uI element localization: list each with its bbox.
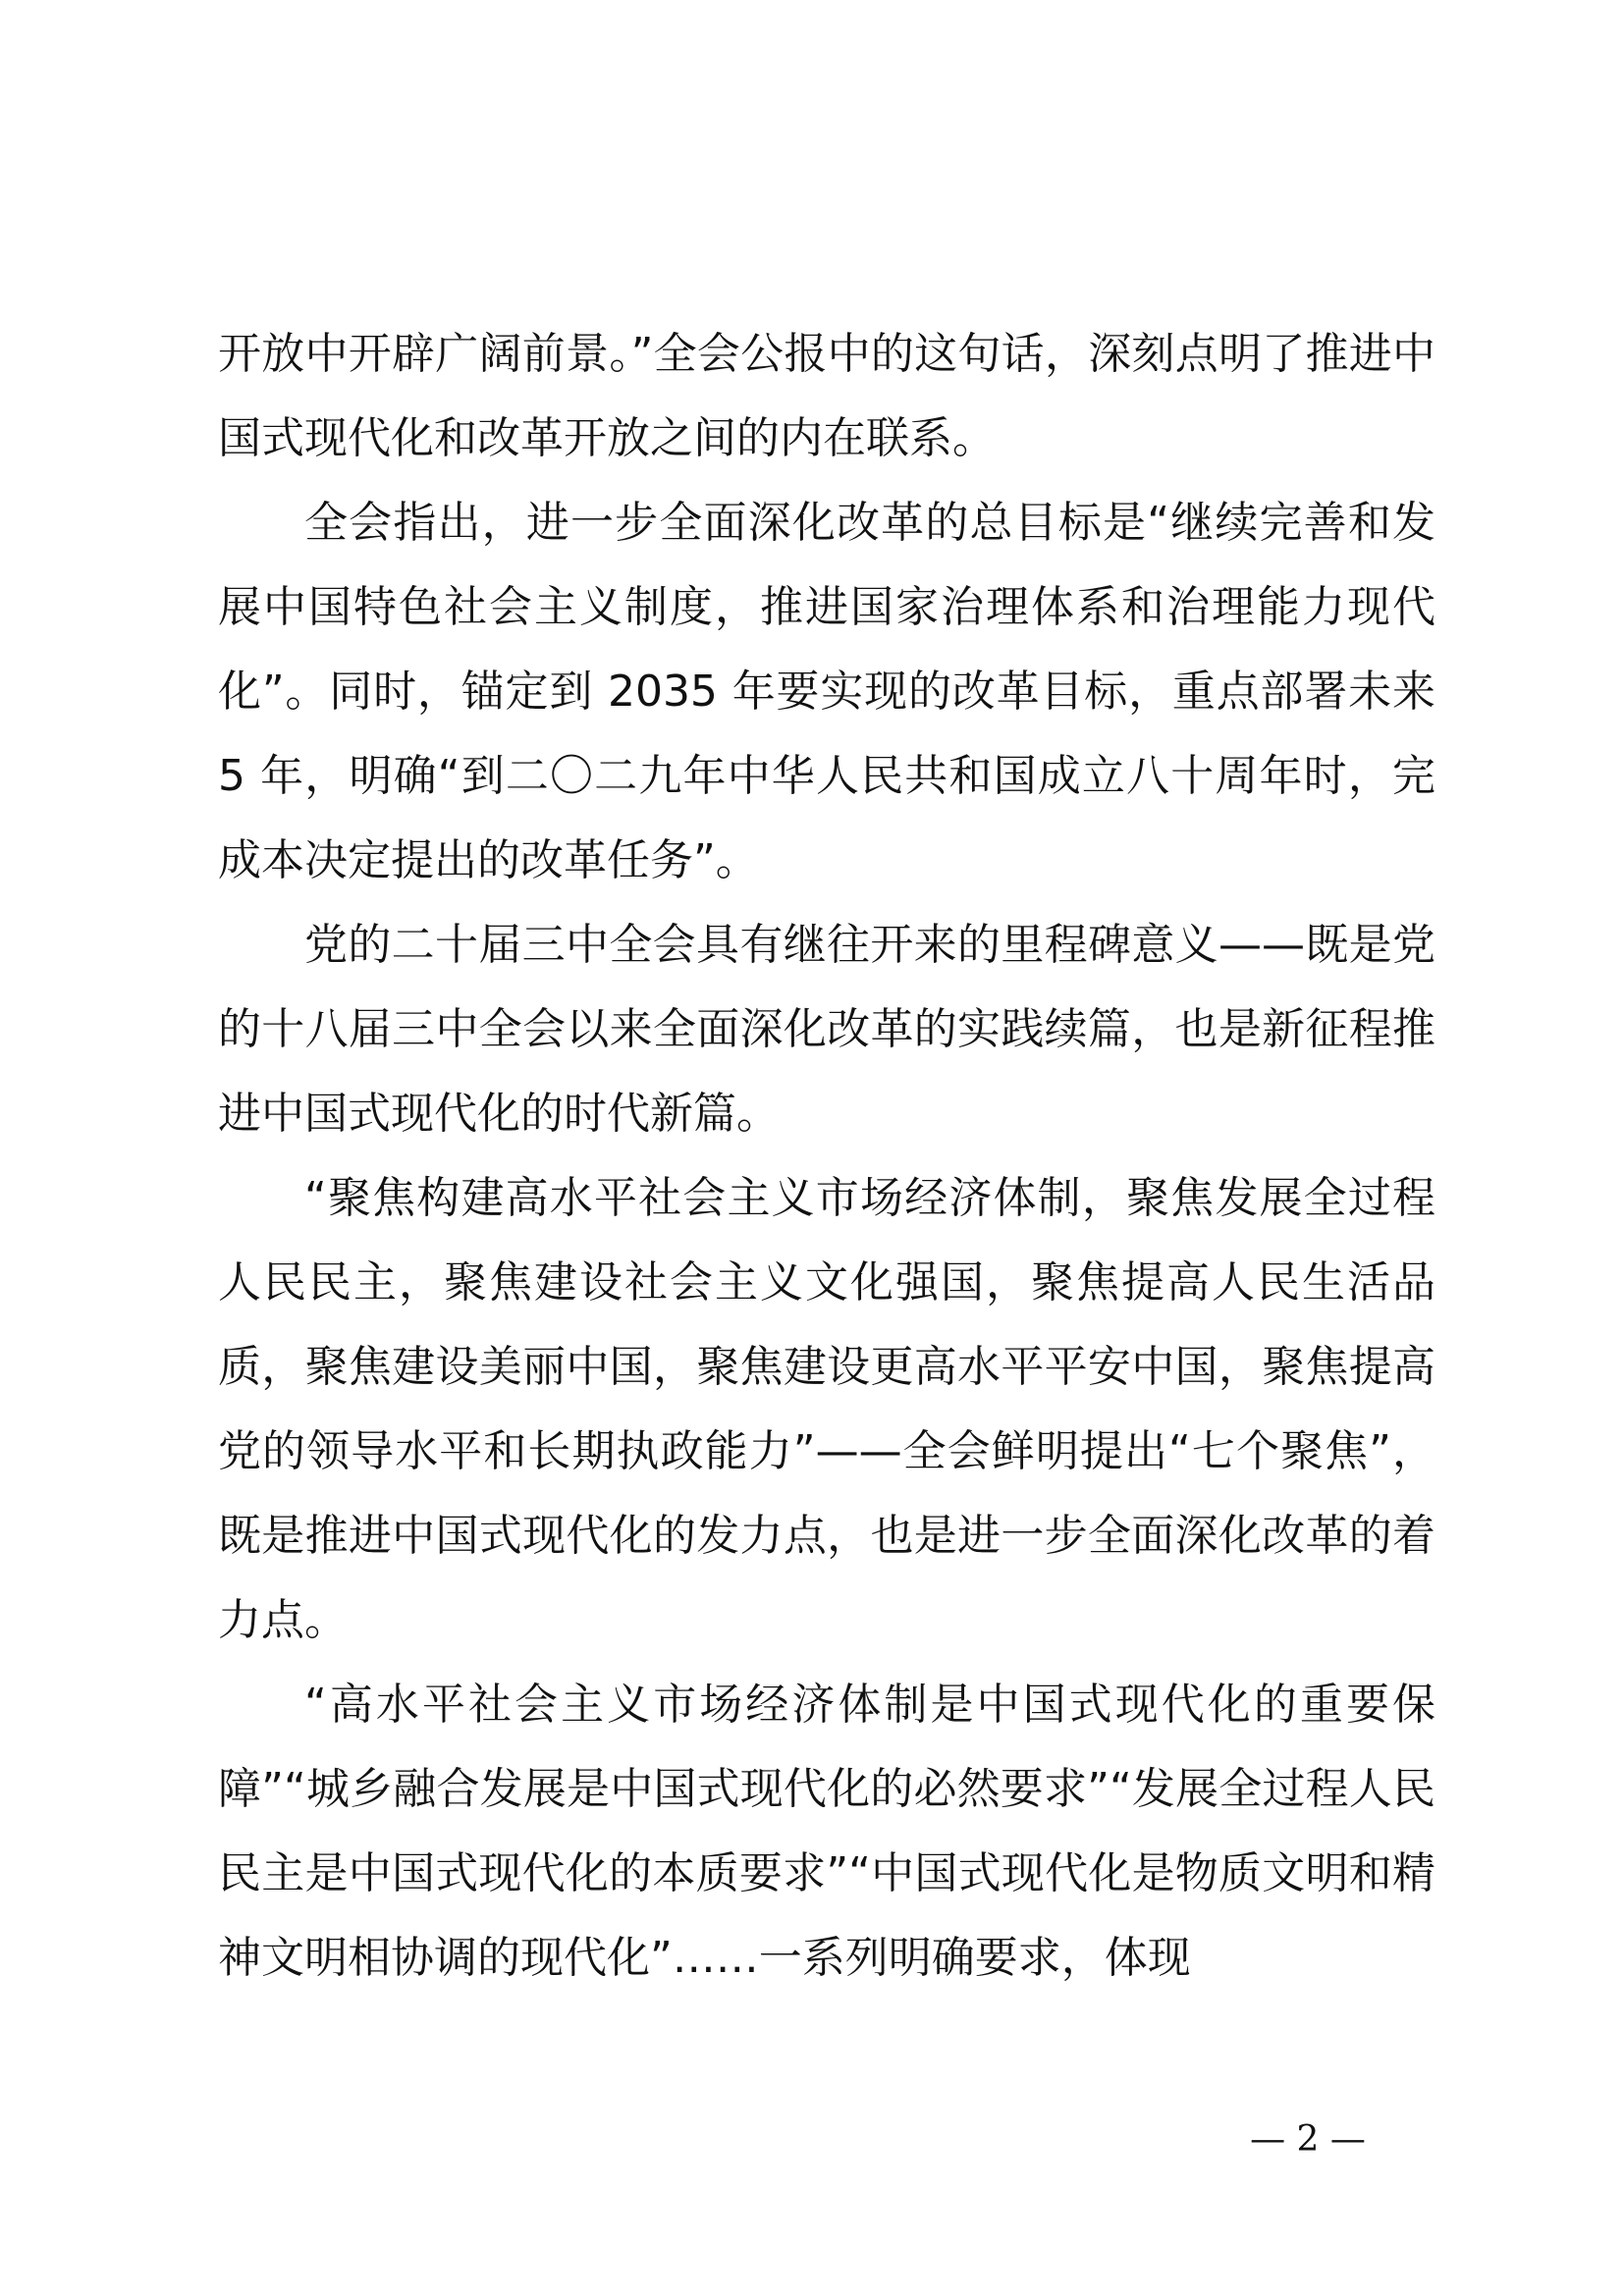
paragraph-1: 开放中开辟广阔前景。”全会公报中的这句话，深刻点明了推进中国式现代化和改革开放之间的内在联系。 <box>218 329 1435 463</box>
body-text <box>218 312 1435 2001</box>
paragraph-5: “高水平社会主义市场经济体制是中国式现代化的重要保障”“城乡融合发展是中国式现代化的必然要求”“发展全过程人民民主是中国式现代化的本质要求”“中国式现代化是物质文明和精神文明相协调的现代化”……一系列明确要求，体现 <box>218 1680 1435 1983</box>
paragraph-2: 全会指出，进一步全面深化改革的总目标是“继续完善和发展中国特色社会主义制度，推进国家治理体系和治理能力现代化”。同时，锚定到 2035 年要实现的改革目标，重点部署未来 5 年，明确“到二〇二九年中华人民共和国成立八十周年时，完成本决定提出的改革任务”。 <box>218 498 1435 885</box>
paragraph-3: 党的二十届三中全会具有继往开来的里程碑意义——既是党的十八届三中全会以来全面深化改革的实践续篇，也是新征程推进中国式现代化的时代新篇。 <box>218 920 1435 1139</box>
page-number: — 2 — <box>1250 2119 1366 2160</box>
paragraph-4: “聚焦构建高水平社会主义市场经济体制，聚焦发展全过程人民民主，聚焦建设社会主义文化强国，聚焦提高人民生活品质，聚焦建设美丽中国，聚焦建设更高水平平安中国，聚焦提高党的领导水平和长期执政能力”——全会鲜明提出“七个聚焦”，既是推进中国式现代化的发力点，也是进一步全面深化改革的着力点。 <box>218 1173 1435 1645</box>
